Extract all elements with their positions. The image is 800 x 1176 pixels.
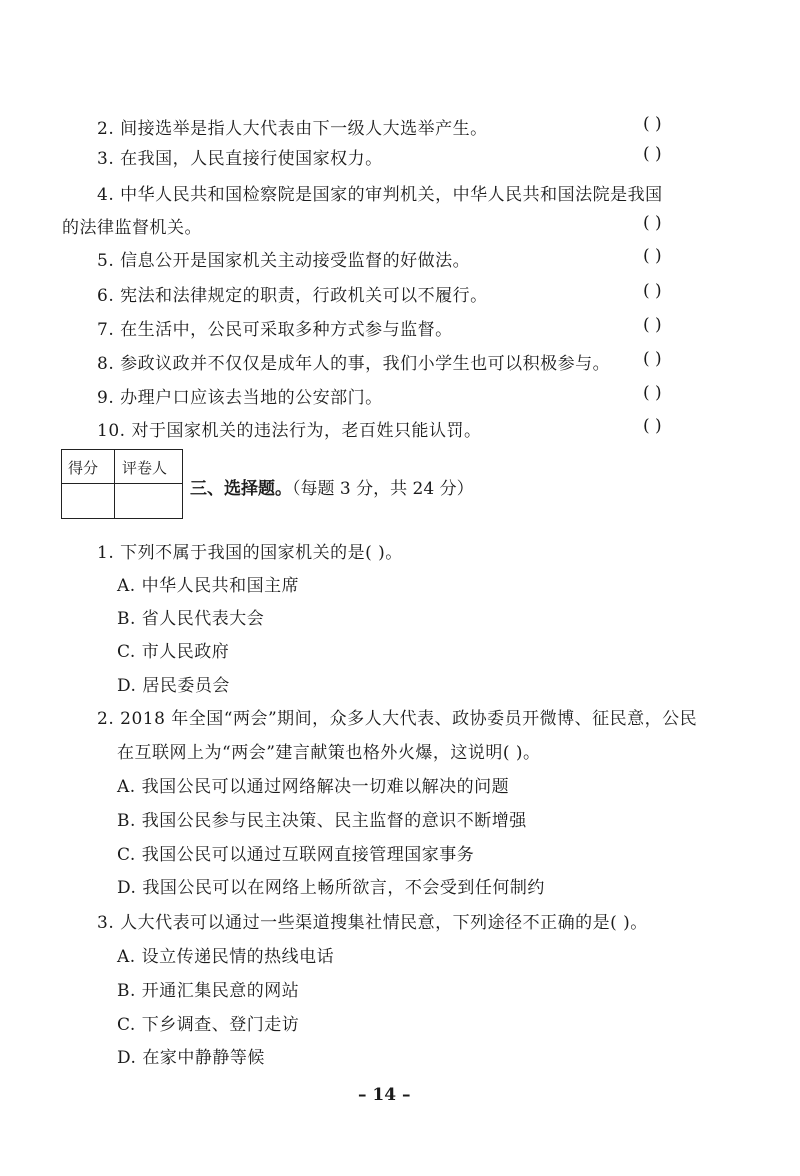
answer-blank-10[interactable]: ( ) — [643, 416, 662, 436]
answer-blank-3[interactable]: ( ) — [643, 144, 662, 164]
question-3-stem: 3. 人大代表可以通过一些渠道搜集社情民意，下列途径不正确的是( )。 — [97, 913, 648, 933]
score-table — [61, 449, 183, 519]
answer-blank-2[interactable]: ( ) — [643, 114, 662, 134]
judgement-item-9: 9. 办理户口应该去当地的公安部门。 — [97, 388, 383, 408]
judgement-item-7: 7. 在生活中，公民可采取多种方式参与监督。 — [97, 320, 453, 340]
section-note: （每题 3 分，共 24 分） — [292, 479, 474, 499]
question-2-option-d[interactable]: D. 我国公民可以在网络上畅所欲言，不会受到任何制约 — [117, 878, 545, 898]
section-title-text: 三、选择题。 — [190, 479, 292, 499]
question-2-stem-line1: 2. 2018 年全国“两会”期间，众多人大代表、政协委员开微博、征民意，公民 — [97, 709, 698, 729]
question-3-option-b[interactable]: B. 开通汇集民意的网站 — [117, 981, 300, 1001]
question-3-option-a[interactable]: A. 设立传递民情的热线电话 — [117, 947, 335, 967]
score-table-header-score: 得分 — [68, 459, 99, 477]
answer-blank-6[interactable]: ( ) — [643, 281, 662, 301]
judgement-item-2: 2. 间接选举是指人大代表由下一级人大选举产生。 — [97, 119, 488, 139]
page-number: – 14 – — [358, 1085, 411, 1105]
judgement-item-6: 6. 宪法和法律规定的职责，行政机关可以不履行。 — [97, 286, 488, 306]
section-title — [190, 474, 474, 499]
question-3-option-c[interactable]: C. 下乡调查、登门走访 — [117, 1015, 300, 1035]
question-1-option-c[interactable]: C. 市人民政府 — [117, 642, 230, 662]
question-1-stem: 1. 下列不属于我国的国家机关的是( )。 — [97, 543, 403, 563]
judgement-item-10: 10. 对于国家机关的违法行为，老百姓只能认罚。 — [97, 421, 482, 441]
question-2-option-a[interactable]: A. 我国公民可以通过网络解决一切难以解决的问题 — [117, 777, 510, 797]
question-3-option-d[interactable]: D. 在家中静静等候 — [117, 1048, 265, 1068]
question-1-option-a[interactable]: A. 中华人民共和国主席 — [117, 576, 300, 596]
answer-blank-5[interactable]: ( ) — [643, 246, 662, 266]
question-1-option-d[interactable]: D. 居民委员会 — [117, 676, 230, 696]
answer-blank-8[interactable]: ( ) — [643, 349, 662, 369]
question-2-option-b[interactable]: B. 我国公民参与民主决策、民主监督的意识不断增强 — [117, 811, 527, 831]
judgement-item-4-line1: 4. 中华人民共和国检察院是国家的审判机关，中华人民共和国法院是我国 — [97, 185, 663, 205]
score-table-divider — [114, 450, 115, 518]
question-2-stem-line2: 在互联网上为“两会”建言献策也格外火爆，这说明( )。 — [117, 743, 541, 763]
answer-blank-9[interactable]: ( ) — [643, 383, 662, 403]
judgement-item-3: 3. 在我国，人民直接行使国家权力。 — [97, 149, 383, 169]
judgement-item-5: 5. 信息公开是国家机关主动接受监督的好做法。 — [97, 251, 471, 271]
question-1-option-b[interactable]: B. 省人民代表大会 — [117, 609, 265, 629]
judgement-item-4-line2: 的法律监督机关。 — [62, 218, 202, 238]
score-table-header-grader: 评卷人 — [122, 459, 168, 477]
answer-blank-7[interactable]: ( ) — [643, 315, 662, 335]
judgement-item-8: 8. 参政议政并不仅仅是成年人的事，我们小学生也可以积极参与。 — [97, 354, 611, 374]
answer-blank-4[interactable]: ( ) — [643, 213, 662, 233]
question-2-option-c[interactable]: C. 我国公民可以通过互联网直接管理国家事务 — [117, 845, 475, 865]
